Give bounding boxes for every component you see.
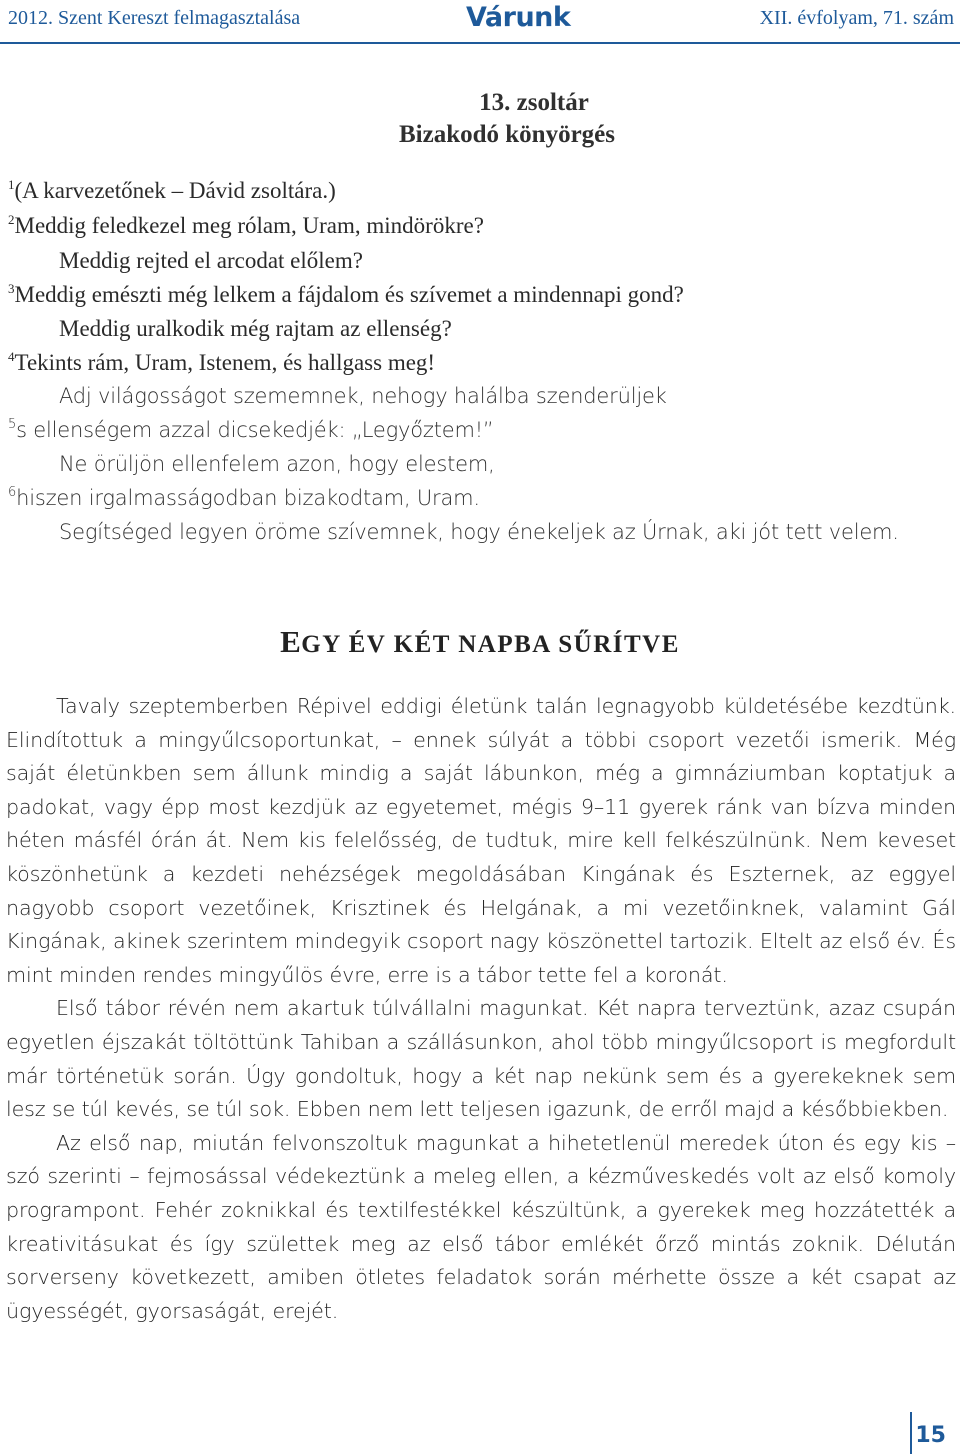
- psalm-verse: [59, 316, 452, 342]
- verse-text: s ellenségem azzal dicsekedjék: „Legyőztem!”: [16, 418, 494, 442]
- psalm-verse: [8, 178, 336, 204]
- verse-number: 6: [8, 485, 17, 500]
- verse-text: Tekints rám, Uram, Istenem, és hallgass meg!: [14, 350, 436, 375]
- verse-number: 1: [8, 177, 15, 192]
- verse-text: Meddig feledkezel meg rólam, Uram, mindörökre?: [14, 213, 484, 238]
- psalm-verse: [59, 248, 363, 274]
- psalm-verse: [8, 418, 494, 442]
- page-header: [0, 0, 960, 44]
- article-heading: [0, 624, 960, 660]
- psalm-verse: [8, 350, 435, 376]
- verse-number: 5: [8, 417, 17, 432]
- psalm-subtitle: Bizakodó könyörgés: [398, 121, 615, 148]
- verse-text: Meddig rejted el arcodat előlem?: [59, 248, 363, 273]
- psalm-verse: [59, 384, 667, 408]
- verse-number: 2: [8, 212, 15, 227]
- verse-text: (A karvezetőnek – Dávid zsoltára.): [14, 178, 336, 203]
- verse-text: Ne örüljön ellenfelem azon, hogy elestem,: [59, 452, 495, 476]
- verse-text: Meddig emészti még lelkem a fájdalom és szívemet a mindennapi gond?: [14, 282, 684, 307]
- psalm-verse: [8, 213, 484, 239]
- page-number: 15: [915, 1423, 946, 1448]
- header-issue: XII. évfolyam, 71. szám: [759, 7, 954, 29]
- article-body: [6, 690, 956, 1328]
- article-paragraph: Az első nap, miután felvonszoltuk magunkat a hihetetlenül meredek úton és egy kis – szó szerinti – fejmosással védekeztünk a meleg ellen, a kézműveskedés volt az első komoly programpont. Fehér zoknikkal és textilfestékkel készültünk, a gyerekek meg hozzátették a kreativitásukat és így születtek meg az első tábor emlékét őrző mintás zoknik. Délután sorverseny következett, amiben ötletes feladatok során mérhette össze a két csapat az ügyességét, gyorsaságát, erejét.: [6, 1130, 956, 1323]
- article-paragraph: Első tábor révén nem akartuk túlvállalni magunkat. Két napra terveztünk, azaz csupán egyetlen éjszakát töltöttünk Tahiban a szállásunkon, ahol több mingyűlcsoport is megfordult már történetük során. Úgy gondoltuk, hogy a két nap nekünk sem és a gyerekeknek sem lesz se túl kevés, se túl sok. Ebben nem lett teljesen igazunk, de erről majd a későbbiekben.: [6, 996, 956, 1122]
- heading-initial-letter: E: [280, 624, 302, 659]
- verse-text: Segítséged legyen öröme szívemnek, hogy énekeljek az Úrnak, aki jót tett velem.: [59, 520, 899, 544]
- verse-text: hiszen irgalmasságodban bizakodtam, Uram.: [16, 486, 480, 510]
- header-divider: [0, 42, 960, 44]
- article-heading-text: EGY ÉV KÉT NAPBA SŰRÍTVE: [280, 624, 680, 659]
- page-corner-divider: [910, 1412, 912, 1454]
- psalm-verse: [59, 520, 899, 544]
- verse-number: 3: [8, 281, 15, 296]
- header-date: 2012. Szent Kereszt felmagasztalása: [8, 7, 301, 29]
- verse-number: 4: [8, 349, 15, 364]
- psalm-verse: [59, 452, 495, 476]
- psalm-verse: [8, 486, 480, 510]
- header-magazine-title: Várunk: [466, 2, 571, 33]
- verse-text: Adj világosságot szememnek, nehogy halálba szenderüljek: [59, 384, 667, 408]
- psalm-verse: [8, 282, 684, 308]
- article-paragraph: Tavaly szeptemberben Répivel eddigi életünk talán legnagyobb küldetésébe kezdtünk. Elindítottuk a mingyűlcsoportunkat, – ennek súlyát a többi csoport vezetői ismerik. Még saját életünkben sem állunk mindig a saját lábunkon, még a gimnáziumban koptatjuk a padokat, vagy épp most kezdjük az egyetemet, mégis 9–11 gyerek ránk van bízva minden héten másfél órán át. Nem kis felelősség, de tudtuk, mire kell felkészülnünk. Nem keveset köszönhetünk a kezdeti nehézségek megoldásában Kingának és Eszternek, az eggyel nagyobb csoport vezetőinek, Krisztinek és Helgának, a mi vezetőinknek, valamint Gál Kingának, akinek szerintem mindegyik csoport nagy köszönettel tartozik. Eltelt az első év. És mint minden rendes mingyűlös évre, erre is a tábor tette fel a koronát.: [6, 694, 956, 987]
- psalm-number: 13. zsoltár: [479, 89, 589, 116]
- verse-text: Meddig uralkodik még rajtam az ellenség?: [59, 316, 452, 341]
